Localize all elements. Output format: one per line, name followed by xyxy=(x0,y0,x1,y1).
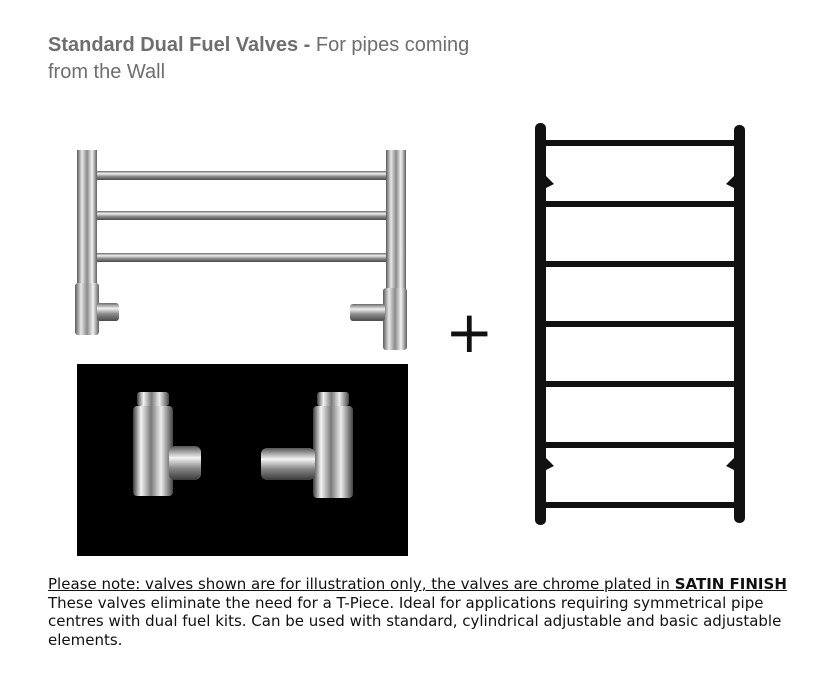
valve-pair-image xyxy=(77,364,408,556)
left-upright xyxy=(77,150,97,285)
left-valve-body xyxy=(133,406,173,496)
product-title-bold: Standard Dual Fuel Valves - xyxy=(48,34,311,56)
rail-bar-3 xyxy=(95,253,390,262)
black-rail-image xyxy=(528,118,750,530)
product-notes xyxy=(48,575,808,649)
rail-bar-2 xyxy=(95,211,390,220)
product-title-rest: For pipes coming from the Wall xyxy=(48,34,470,83)
plus-icon: + xyxy=(445,298,494,366)
right-valve-body xyxy=(313,406,353,498)
product-title xyxy=(48,32,508,86)
chrome-rail-image xyxy=(70,145,415,360)
illustration-note-text: Please note: valves shown are for illustration only, the valves are chrome plated in xyxy=(48,575,675,593)
rail-bar-1 xyxy=(95,171,390,180)
illustration-note xyxy=(48,575,787,593)
satin-finish-label: SATIN FINISH xyxy=(674,575,787,593)
right-upright xyxy=(386,150,406,290)
valve-description: These valves eliminate the need for a T-Piece. Ideal for applications requiring symmetrical pipe centres with dual fuel kits. Can be used with standard, cylindrical adjustable and basic adjustable elements. xyxy=(48,593,782,649)
